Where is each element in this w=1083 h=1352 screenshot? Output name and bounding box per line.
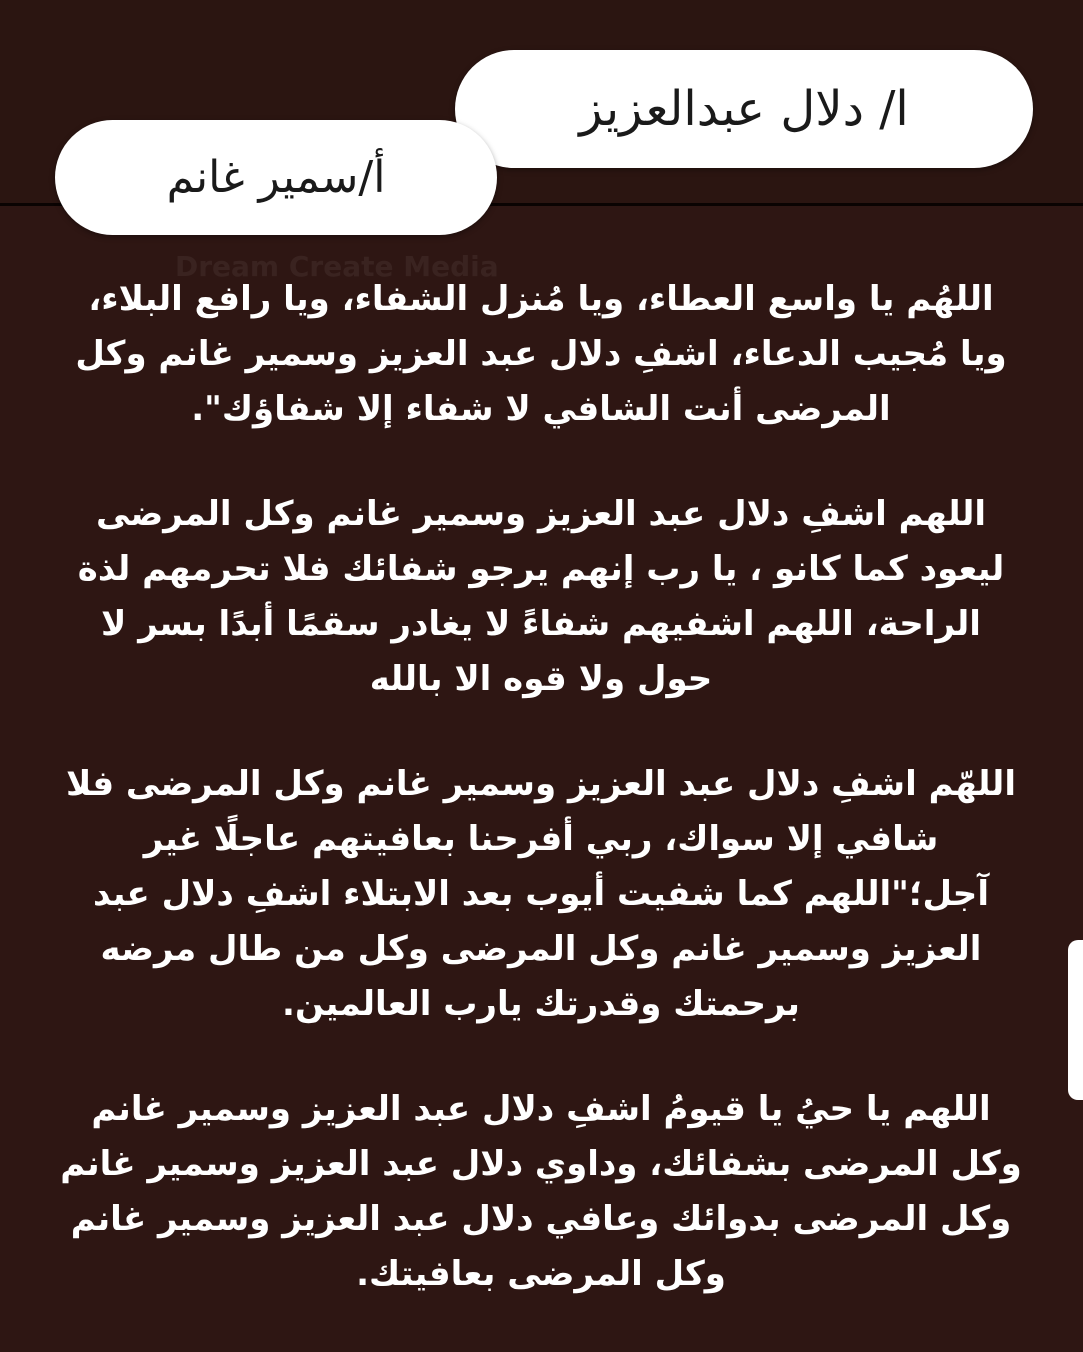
prayer-paragraph: اللهم يا حيُ يا قيومُ اشفِ دلال عبد العزيز وسمير غانم وكل المرضى بشفائك، وداوي دلال عبد العزيز وسمير غانم وكل المرضى بدوائك وعافي دلال عبد العزيز وسمير غانم وكل المرضى بعافيتك.	[60, 1089, 1022, 1294]
watermark: Dream Create Media	[175, 250, 499, 283]
prayer-paragraph: اللهم اشفِ دلال عبد العزيز وسمير غانم وكل المرضى ليعود كما كانو ، يا رب إنهم يرجو شفائك فلا تحرمهم لذة الراحة، اللهم اشفيهم شفاءً لا يغادر سقمًا أبدًا بسر لا حول ولا قوه الا بالله	[77, 494, 1005, 699]
scroll-tab[interactable]	[1068, 940, 1083, 1100]
prayer-text-block	[60, 272, 1022, 1352]
prayer-paragraph: اللهُم يا واسع العطاء، ويا مُنزل الشفاء، ويا رافع البلاء، ويا مُجيب الدعاء، اشفِ دلال عبد العزيز وسمير غانم وكل المرضى أنت الشافي لا شفاء إلا شفاؤك".	[75, 279, 1007, 429]
prayer-paragraph: اللهّم اشفِ دلال عبد العزيز وسمير غانم وكل المرضى فلا شافي إلا سواك، ربي أفرحنا بعافيتهم عاجلًا غير آجل؛"اللهم كما شفيت أيوب بعد الابتلاء اشفِ دلال عبد العزيز وسمير غانم وكل المرضى وكل من طال مرضه برحمتك وقدرتك يارب العالمين.	[66, 764, 1016, 1024]
name-label-samir	[55, 120, 497, 235]
name-label-samir-text: أ/سمير غانم	[166, 152, 386, 203]
name-label-dalal	[455, 50, 1033, 168]
name-label-dalal-text: ا/ دلال عبدالعزيز	[579, 81, 909, 137]
